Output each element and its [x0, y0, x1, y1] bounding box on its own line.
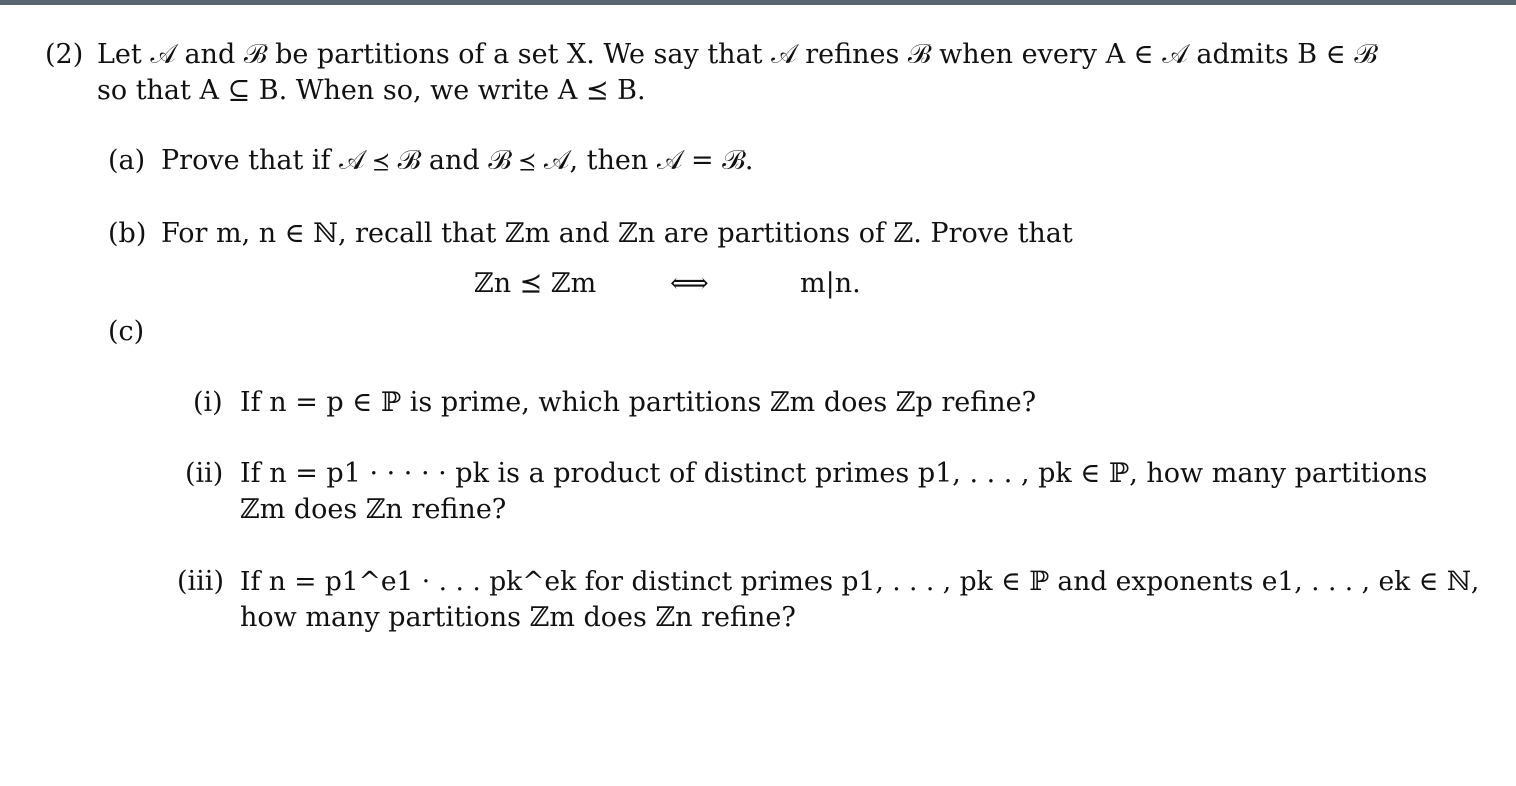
problem-number: (2) [45, 39, 84, 70]
part-a-label: (a) [108, 145, 146, 176]
part-c-iii-text-line-2: how many partitions ℤm does ℤn refine? [240, 602, 796, 633]
part-c-iii-label: (iii) [177, 566, 224, 597]
part-c-label: (c) [108, 316, 145, 347]
part-c-i-label: (i) [193, 387, 223, 418]
part-a-text: Prove that if 𝒜 ⪯ ℬ and ℬ ⪯ 𝒜, then 𝒜 = ℬ. [161, 145, 754, 176]
problem-statement-line-2: so that A ⊆ B. When so, we write A ⪯ B. [97, 75, 646, 106]
part-b-label: (b) [108, 218, 147, 249]
part-b-display-right: m|n. [800, 268, 861, 299]
part-b-text: For m, n ∈ ℕ, recall that ℤm and ℤn are partitions of ℤ. Prove that [161, 218, 1073, 249]
part-c-ii-text-line-1: If n = p1 · · · · · pk is a product of distinct primes p1, . . . , pk ∈ ℙ, how many partitions [240, 458, 1428, 489]
part-b-display-left: ℤn ⪯ ℤm [474, 268, 597, 299]
part-b-display-arrow: ⟺ [670, 268, 709, 299]
part-c-ii-label: (ii) [185, 458, 224, 489]
part-c-i-text: If n = p ∈ ℙ is prime, which partitions ℤm does ℤp refine? [240, 387, 1037, 418]
top-border [0, 0, 1516, 5]
part-c-iii-text-line-1: If n = p1^e1 · . . . pk^ek for distinct primes p1, . . . , pk ∈ ℙ and exponents e1, . . . , ek ∈ ℕ, [240, 566, 1480, 597]
problem-statement-line-1: Let 𝒜 and ℬ be partitions of a set X. We say that 𝒜 refines ℬ when every A ∈ 𝒜 admits B ∈ ℬ [97, 39, 1377, 70]
part-c-ii-text-line-2: ℤm does ℤn refine? [240, 494, 507, 525]
